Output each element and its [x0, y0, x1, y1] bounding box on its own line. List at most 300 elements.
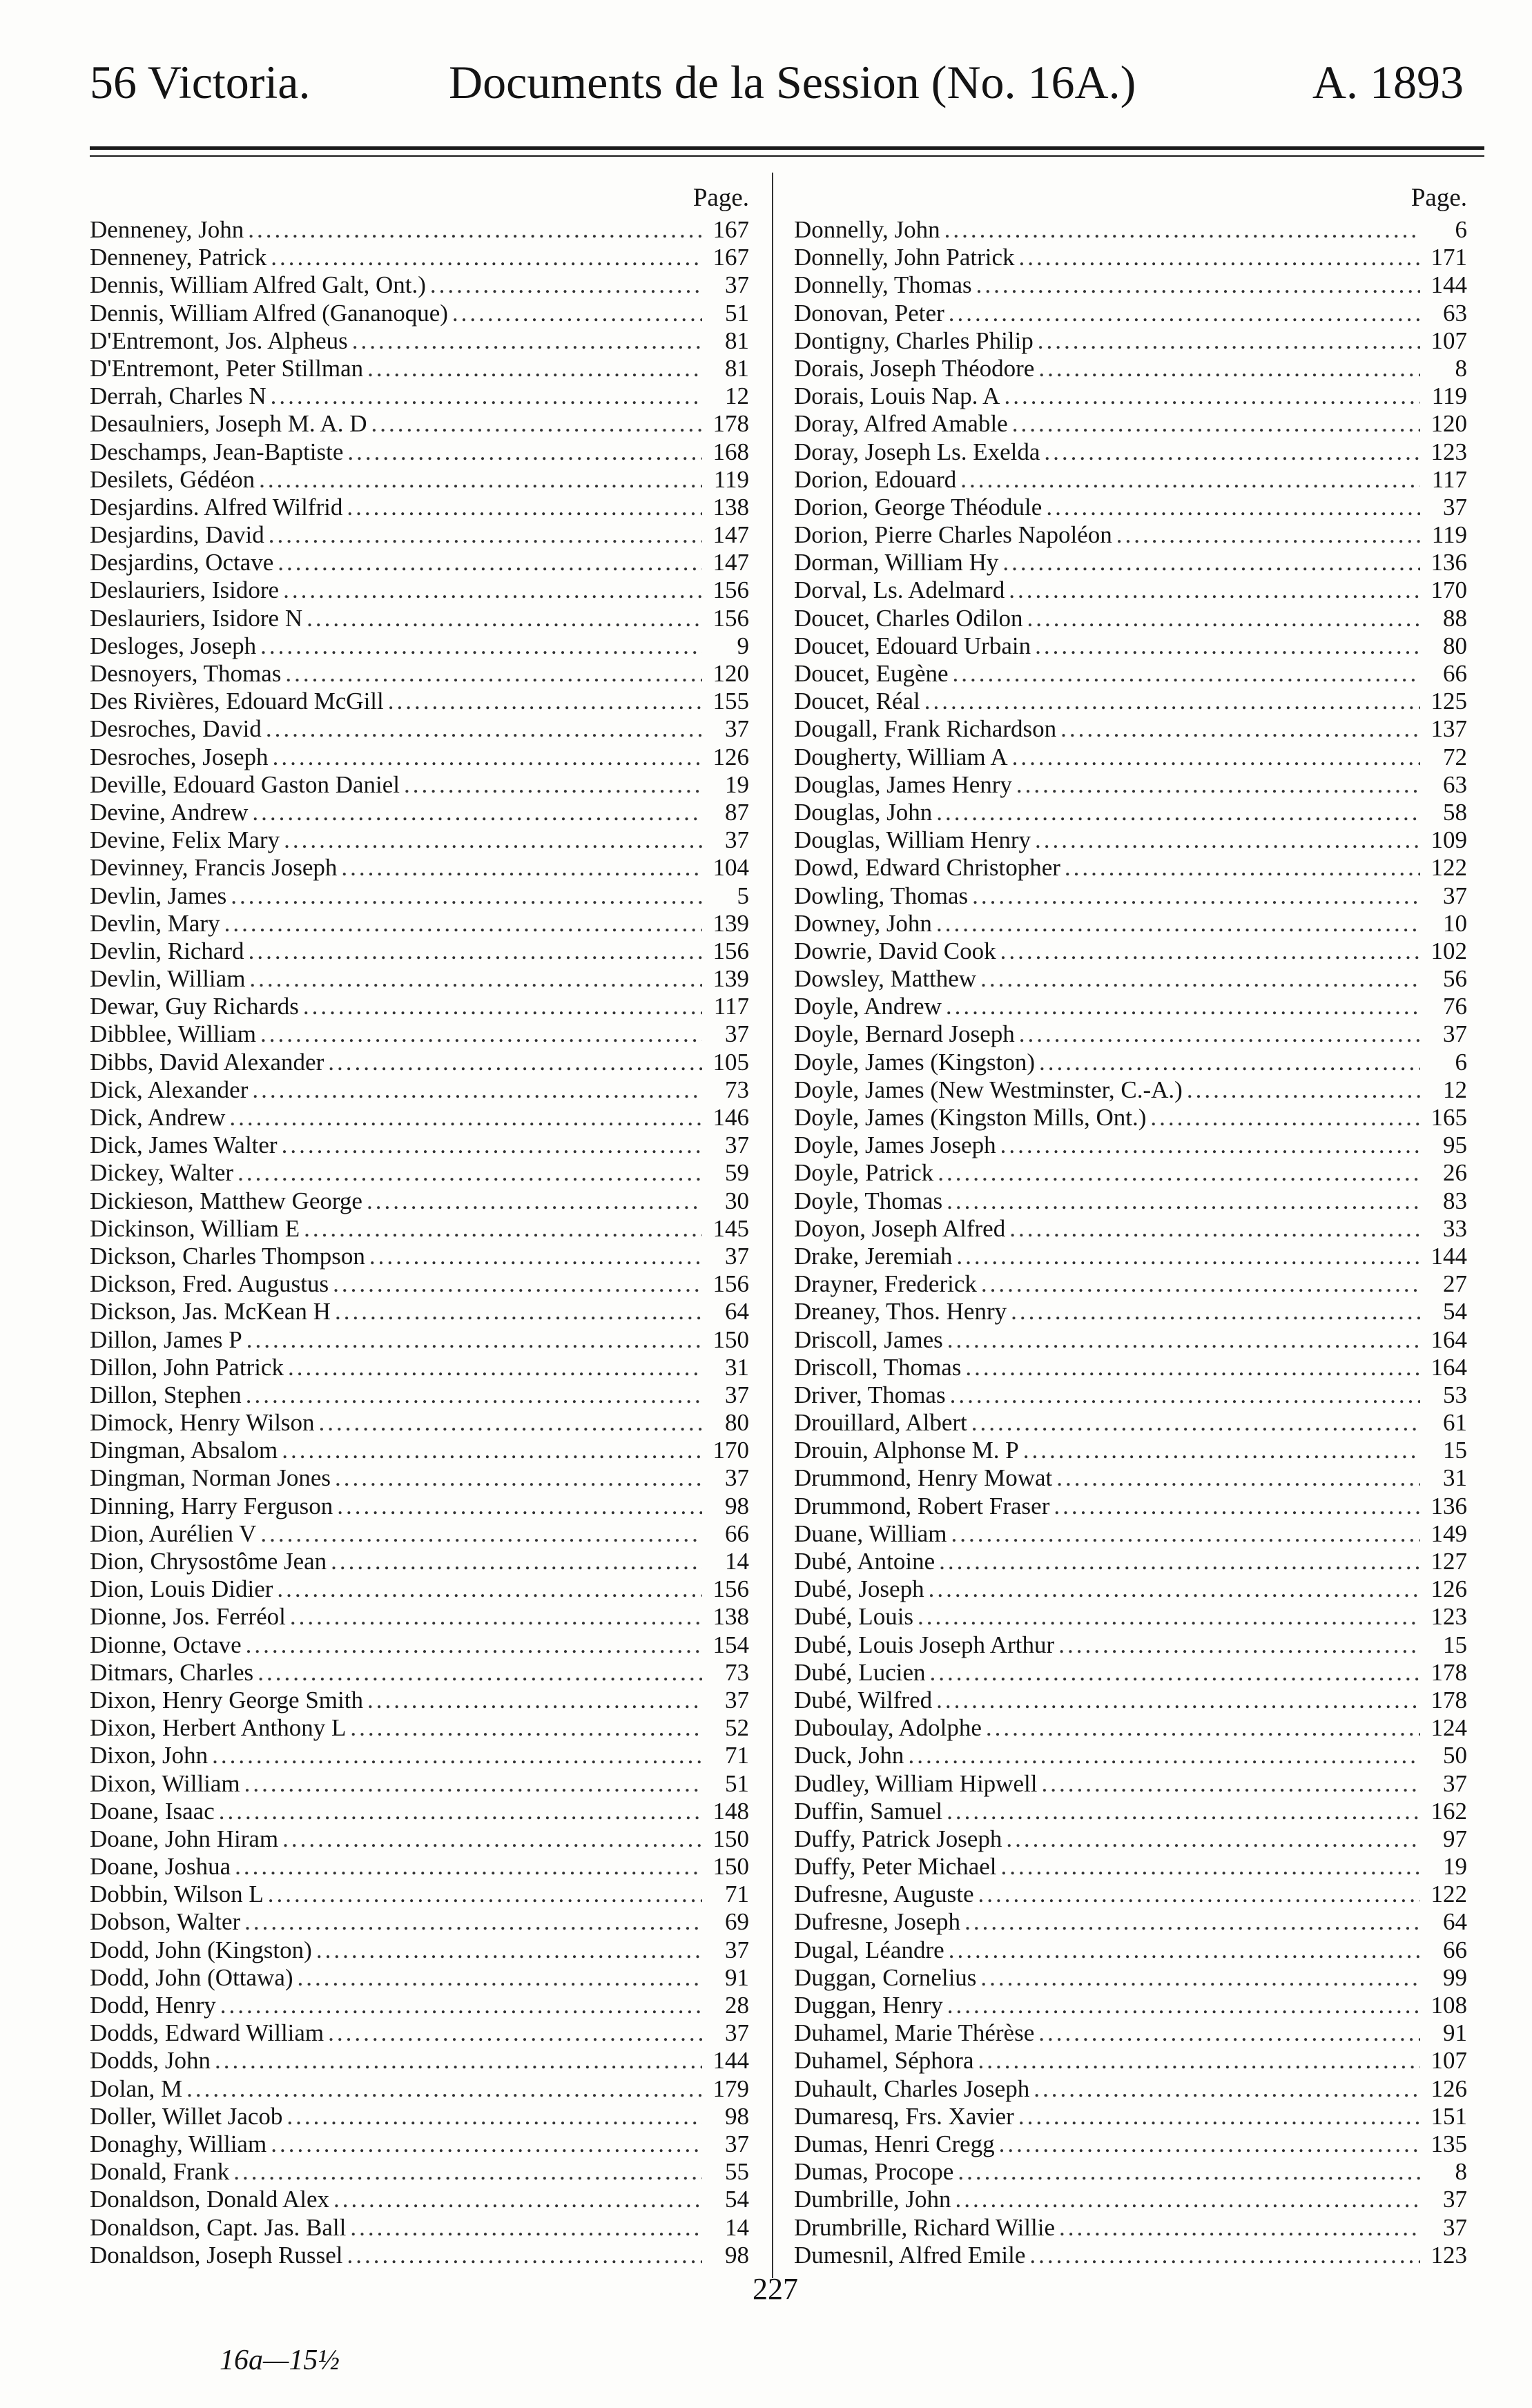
entry-page: 155: [712, 688, 749, 715]
dot-leader: [955, 2186, 1420, 2213]
entry-page: 37: [1443, 493, 1467, 521]
entry-name: Devlin, James: [90, 882, 227, 909]
entry-name: Duane, William: [794, 1519, 947, 1547]
dot-leader: [244, 1770, 702, 1798]
index-entry: [794, 744, 1467, 771]
dot-leader: [350, 1714, 702, 1742]
entry-page: 156: [712, 1270, 749, 1298]
dot-leader: [269, 521, 702, 549]
entry-name: Duffy, Patrick Joseph: [794, 1825, 1002, 1852]
index-entry: [794, 2130, 1467, 2158]
entry-page: 37: [1443, 1020, 1467, 1048]
entry-page: 81: [725, 327, 749, 354]
entry-page: 66: [725, 1519, 749, 1547]
index-entry: [794, 965, 1467, 993]
entry-page: 126: [712, 743, 749, 770]
entry-name: Dubé, Antoine: [794, 1548, 935, 1575]
entry-name: Dickinson, William E: [90, 1214, 300, 1242]
entry-page: 117: [1431, 465, 1467, 493]
entry-name: Doyle, James (Kingston): [794, 1048, 1035, 1076]
dot-leader: [367, 1187, 702, 1215]
entry-name: Doray, Joseph Ls. Exelda: [794, 438, 1040, 465]
entry-page: 124: [1431, 1714, 1467, 1742]
entry-name: Doyle, Patrick: [794, 1159, 934, 1187]
entry-name: Dumas, Henri Cregg: [794, 2130, 995, 2157]
dot-leader: [1009, 576, 1420, 604]
index-entry: [794, 715, 1467, 743]
dot-leader: [1001, 1853, 1420, 1881]
dot-leader: [369, 1243, 702, 1270]
entry-name: Dingman, Absalom: [90, 1437, 278, 1464]
index-entry: [90, 1243, 749, 1270]
entry-name: Dougall, Frank Richardson: [794, 715, 1057, 743]
dot-leader: [944, 216, 1420, 244]
index-entry: [794, 2242, 1467, 2269]
dot-leader: [980, 1964, 1420, 1992]
dot-leader: [260, 1020, 702, 1048]
index-entry: [794, 1853, 1467, 1881]
entry-page: 178: [1431, 1686, 1467, 1713]
index-entry: [90, 1354, 749, 1381]
entry-name: Dumas, Procope: [794, 2158, 954, 2186]
index-list-left: [90, 216, 749, 2269]
index-entry: [794, 1270, 1467, 1298]
index-entry: [90, 410, 749, 438]
entry-page: 63: [1443, 299, 1467, 327]
index-entry: [90, 1049, 749, 1076]
entry-name: Donaldson, Joseph Russel: [90, 2241, 343, 2269]
index-entry: [794, 549, 1467, 576]
entry-page: 108: [1431, 1992, 1467, 2019]
dot-leader: [1016, 771, 1420, 799]
entry-name: Downey, John: [794, 909, 932, 937]
dot-leader: [929, 1659, 1420, 1687]
index-entry: [794, 1464, 1467, 1492]
dot-leader: [953, 660, 1420, 688]
entry-name: Dorval, Ls. Adelmard: [794, 576, 1005, 604]
entry-name: Doane, Joshua: [90, 1853, 231, 1881]
index-entry: [794, 1020, 1467, 1048]
index-entry: [794, 216, 1467, 244]
entry-page: 37: [725, 271, 749, 299]
index-entry: [794, 854, 1467, 882]
dot-leader: [246, 1631, 702, 1659]
entry-name: Dubé, Louis Joseph Arthur: [794, 1631, 1055, 1658]
dot-leader: [231, 882, 702, 910]
index-entry: [90, 1548, 749, 1575]
entry-name: Desilets, Gédéon: [90, 465, 255, 493]
index-entry: [794, 1714, 1467, 1742]
dot-leader: [290, 1603, 702, 1631]
entry-name: Dubé, Wilfred: [794, 1686, 933, 1713]
index-entry: [794, 1631, 1467, 1659]
entry-name: Dobson, Walter: [90, 1908, 241, 1936]
index-entry: [90, 1520, 749, 1548]
dot-leader: [282, 1825, 702, 1853]
index-entry: [90, 1853, 749, 1881]
entry-page: 73: [725, 1658, 749, 1686]
dot-leader: [333, 1270, 702, 1298]
entry-page: 83: [1443, 1187, 1467, 1214]
entry-name: Dorais, Joseph Théodore: [794, 354, 1035, 382]
entry-page: 37: [1443, 2186, 1467, 2213]
page-number: 227: [753, 2272, 798, 2306]
dot-leader: [949, 1936, 1420, 1964]
index-entry: [90, 2186, 749, 2213]
entry-page: 120: [1431, 410, 1467, 438]
index-entry: [794, 993, 1467, 1020]
index-entry: [794, 1437, 1467, 1464]
dot-leader: [249, 965, 702, 993]
dot-leader: [224, 910, 702, 938]
entry-name: Devlin, Mary: [90, 909, 220, 937]
dot-leader: [1035, 632, 1420, 660]
entry-page: 150: [712, 1825, 749, 1852]
entry-page: 138: [712, 493, 749, 521]
entry-page: 14: [725, 2213, 749, 2241]
index-entry: [794, 1825, 1467, 1853]
entry-page: 61: [1443, 1409, 1467, 1437]
entry-page: 97: [1443, 1825, 1467, 1852]
dot-leader: [947, 1187, 1420, 1215]
dot-leader: [273, 744, 702, 771]
entry-name: Dorion, George Théodule: [794, 493, 1043, 521]
index-entry: [90, 744, 749, 771]
entry-page: 37: [725, 1686, 749, 1713]
index-entry: [794, 1409, 1467, 1437]
entry-name: Dougherty, William A: [794, 743, 1008, 770]
index-entry: [90, 1825, 749, 1853]
dot-leader: [1038, 327, 1420, 355]
index-entry: [794, 1493, 1467, 1520]
entry-name: Duboulay, Adolphe: [794, 1714, 982, 1742]
entry-name: Duhault, Charles Joseph: [794, 2075, 1030, 2102]
dot-leader: [430, 271, 702, 299]
index-entry: [90, 854, 749, 882]
index-entry: [90, 1159, 749, 1187]
entry-name: Dingman, Norman Jones: [90, 1464, 331, 1492]
dot-leader: [328, 1049, 702, 1076]
header-title: Documents de la Session (No. 16A.): [449, 56, 1136, 108]
index-entry: [794, 826, 1467, 854]
entry-page: 51: [725, 299, 749, 327]
index-entry: [90, 965, 749, 993]
dot-leader: [950, 1381, 1420, 1409]
index-column-right: [794, 183, 1467, 2269]
entry-name: Dionne, Octave: [90, 1631, 242, 1658]
dot-leader: [978, 2047, 1420, 2075]
index-entry: [90, 1381, 749, 1409]
entry-name: Dodds, Edward William: [90, 2019, 324, 2047]
entry-name: Dreaney, Thos. Henry: [794, 1298, 1007, 1326]
entry-page: 162: [1431, 1797, 1467, 1825]
dot-leader: [352, 327, 702, 355]
index-entry: [90, 1908, 749, 1936]
dot-leader: [939, 1548, 1420, 1575]
entry-name: Dorion, Pierre Charles Napoléon: [794, 521, 1112, 549]
dot-leader: [277, 1575, 702, 1603]
dot-leader: [284, 826, 702, 854]
entry-name: Dion, Aurélien V: [90, 1519, 257, 1547]
entry-page: 71: [725, 1742, 749, 1769]
dot-leader: [947, 1798, 1420, 1825]
dot-leader: [1027, 605, 1420, 632]
header-rule-thick: [90, 146, 1484, 150]
index-entry: [794, 1881, 1467, 1908]
entry-page: 178: [712, 410, 749, 438]
index-entry: [794, 466, 1467, 494]
index-entry: [794, 938, 1467, 965]
entry-page: 167: [712, 216, 749, 243]
index-entry: [794, 1326, 1467, 1354]
entry-page: 165: [1431, 1104, 1467, 1131]
index-entry: [90, 771, 749, 799]
entry-page: 122: [1431, 1881, 1467, 1908]
entry-name: Devine, Andrew: [90, 798, 249, 826]
entry-name: Donaghy, William: [90, 2130, 267, 2157]
dot-leader: [947, 1326, 1420, 1354]
index-entry: [90, 910, 749, 938]
entry-page: 81: [725, 354, 749, 382]
entry-name: Donnelly, Thomas: [794, 271, 972, 299]
entry-name: Dubé, Lucien: [794, 1658, 926, 1686]
entry-page: 52: [725, 1714, 749, 1742]
index-entry: [90, 632, 749, 660]
dot-leader: [1038, 355, 1420, 382]
entry-name: Doyle, James (New Westminster, C.-A.): [794, 1076, 1183, 1103]
entry-name: Doyon, Joseph Alfred: [794, 1214, 1006, 1242]
entry-name: Dixon, John: [90, 1742, 209, 1769]
entry-page: 107: [1431, 327, 1467, 354]
index-entry: [794, 410, 1467, 438]
entry-name: Doucet, Charles Odilon: [794, 604, 1023, 632]
entry-page: 137: [1431, 715, 1467, 743]
dot-leader: [929, 1575, 1420, 1603]
entry-page: 144: [712, 2047, 749, 2075]
entry-page: 37: [725, 2130, 749, 2157]
dot-leader: [271, 244, 702, 271]
entry-name: Dubé, Louis: [794, 1603, 914, 1631]
entry-name: Dennis, William Alfred Galt, Ont.): [90, 271, 426, 299]
entry-name: Dion, Louis Didier: [90, 1575, 273, 1603]
dot-leader: [1187, 1076, 1420, 1104]
dot-leader: [1019, 244, 1421, 271]
index-entry: [794, 1770, 1467, 1798]
entry-page: 150: [712, 1853, 749, 1881]
dot-leader: [307, 605, 702, 632]
dot-leader: [978, 1881, 1420, 1908]
dot-leader: [271, 382, 702, 410]
entry-name: Donaldson, Donald Alex: [90, 2186, 330, 2213]
entry-page: 123: [1431, 1603, 1467, 1631]
index-entry: [90, 1603, 749, 1631]
entry-name: Dugal, Léandre: [794, 1936, 944, 1963]
entry-name: Dickson, Fred. Augustus: [90, 1270, 329, 1298]
dot-leader: [452, 300, 702, 327]
entry-page: 156: [712, 576, 749, 604]
dot-leader: [285, 660, 702, 688]
dot-leader: [980, 965, 1420, 993]
dot-leader: [215, 2047, 702, 2075]
entry-name: Dickey, Walter: [90, 1159, 234, 1187]
entry-page: 117: [713, 993, 749, 1020]
dot-leader: [328, 2019, 702, 2047]
index-entry: [794, 1992, 1467, 2019]
entry-name: Douglas, John: [794, 798, 933, 826]
index-entry: [90, 799, 749, 826]
index-entry: [90, 355, 749, 382]
entry-name: Driscoll, Thomas: [794, 1353, 962, 1381]
dot-leader: [1019, 1020, 1420, 1048]
dot-leader: [1060, 715, 1420, 743]
index-entry: [794, 355, 1467, 382]
entry-page: 37: [725, 2019, 749, 2047]
entry-page: 66: [1443, 660, 1467, 687]
entry-page: 37: [725, 1381, 749, 1408]
dot-leader: [371, 410, 703, 438]
entry-name: Derrah, Charles N: [90, 382, 266, 410]
index-entry: [90, 1437, 749, 1464]
entry-page: 15: [1443, 1631, 1467, 1658]
entry-page: 80: [1443, 632, 1467, 659]
dot-leader: [1116, 521, 1420, 549]
entry-name: Donald, Frank: [90, 2158, 230, 2186]
entry-page: 126: [1431, 2075, 1467, 2102]
index-entry: [794, 494, 1467, 521]
entry-page: 136: [1431, 549, 1467, 576]
index-entry: [90, 1631, 749, 1659]
dot-leader: [936, 1687, 1420, 1714]
dot-leader: [1002, 549, 1420, 576]
dot-leader: [235, 1853, 702, 1881]
entry-name: Duffin, Samuel: [794, 1797, 943, 1825]
entry-page: 119: [1431, 382, 1467, 410]
index-entry: [794, 382, 1467, 410]
index-entry: [794, 1243, 1467, 1270]
dot-leader: [976, 271, 1420, 299]
dot-leader: [347, 494, 702, 521]
dot-leader: [367, 1687, 702, 1714]
dot-leader: [972, 882, 1420, 910]
entry-name: Douglas, James Henry: [794, 770, 1012, 798]
entry-name: Driver, Thomas: [794, 1381, 946, 1408]
entry-name: Dodd, Henry: [90, 1992, 216, 2019]
index-entry: [90, 466, 749, 494]
index-entry: [794, 771, 1467, 799]
entry-name: Dewar, Guy Richards: [90, 993, 299, 1020]
entry-name: Desaulniers, Joseph M. A. D: [90, 410, 367, 438]
entry-name: Dolan, M: [90, 2075, 183, 2102]
index-entry: [90, 882, 749, 910]
dot-leader: [331, 1548, 702, 1575]
index-entry: [90, 216, 749, 244]
entry-page: 88: [1443, 604, 1467, 632]
entry-page: 99: [1443, 1963, 1467, 1991]
entry-name: Donaldson, Capt. Jas. Ball: [90, 2213, 347, 2241]
entry-page: 8: [1455, 354, 1467, 382]
index-entry: [90, 1742, 749, 1769]
dot-leader: [259, 466, 702, 494]
entry-name: Doyle, Bernard Joseph: [794, 1020, 1015, 1048]
entry-page: 126: [1431, 1575, 1467, 1603]
entry-page: 37: [1443, 2213, 1467, 2241]
entry-name: Doane, John Hiram: [90, 1825, 279, 1852]
entry-page: 127: [1431, 1548, 1467, 1575]
entry-name: Drayner, Frederick: [794, 1270, 977, 1298]
dot-leader: [246, 1326, 702, 1354]
entry-page: 170: [1431, 576, 1467, 604]
dot-leader: [1012, 744, 1420, 771]
entry-name: Duggan, Henry: [794, 1992, 943, 2019]
dot-leader: [1012, 410, 1420, 438]
dot-leader: [1006, 1825, 1420, 1853]
index-entry: [90, 1020, 749, 1048]
dot-leader: [936, 799, 1420, 826]
entry-page: 6: [1455, 1048, 1467, 1076]
dot-leader: [233, 2158, 702, 2186]
entry-page: 27: [1443, 1270, 1467, 1298]
entry-page: 150: [712, 1326, 749, 1353]
entry-name: Dionne, Jos. Ferréol: [90, 1603, 286, 1631]
dot-leader: [936, 910, 1420, 938]
index-entry: [794, 327, 1467, 355]
dot-leader: [1034, 2075, 1420, 2103]
index-entry: [794, 688, 1467, 715]
index-entry: [794, 910, 1467, 938]
entry-page: 154: [712, 1631, 749, 1658]
entry-name: Dowd, Edward Christopher: [794, 854, 1060, 882]
entry-name: Dillon, John Patrick: [90, 1353, 284, 1381]
entry-page: 37: [725, 1242, 749, 1270]
index-entry: [794, 1742, 1467, 1769]
index-entry: [794, 605, 1467, 632]
index-entry: [90, 244, 749, 271]
entry-page: 102: [1431, 937, 1467, 964]
entry-name: Drouillard, Albert: [794, 1409, 967, 1437]
dot-leader: [1000, 1132, 1420, 1159]
index-entry: [90, 1464, 749, 1492]
dot-leader: [298, 1964, 702, 1992]
entry-page: 15: [1443, 1437, 1467, 1464]
dot-leader: [404, 771, 702, 799]
dot-leader: [244, 1908, 702, 1936]
dot-leader: [1018, 2103, 1420, 2130]
entry-page: 147: [712, 521, 749, 549]
dot-leader: [1000, 938, 1420, 965]
entry-name: Donnelly, John: [794, 216, 940, 243]
entry-name: Doucet, Edouard Urbain: [794, 632, 1031, 659]
index-entry: [90, 993, 749, 1020]
entry-name: Desjardins, Octave: [90, 549, 274, 576]
dot-leader: [924, 688, 1420, 715]
dot-leader: [1029, 2242, 1420, 2269]
dot-leader: [283, 576, 702, 604]
entry-page: 19: [1443, 1853, 1467, 1881]
index-entry: [90, 826, 749, 854]
index-entry: [90, 2103, 749, 2130]
entry-page: 37: [725, 1132, 749, 1159]
entry-name: D'Entremont, Peter Stillman: [90, 354, 364, 382]
index-entry: [794, 1298, 1467, 1326]
dot-leader: [258, 1659, 702, 1687]
entry-page: 145: [712, 1214, 749, 1242]
entry-page: 109: [1431, 826, 1467, 854]
index-entry: [90, 1964, 749, 1992]
entry-name: Dowling, Thomas: [794, 882, 969, 909]
dot-leader: [271, 2130, 702, 2158]
index-entry: [794, 1159, 1467, 1187]
entry-page: 54: [725, 2186, 749, 2213]
